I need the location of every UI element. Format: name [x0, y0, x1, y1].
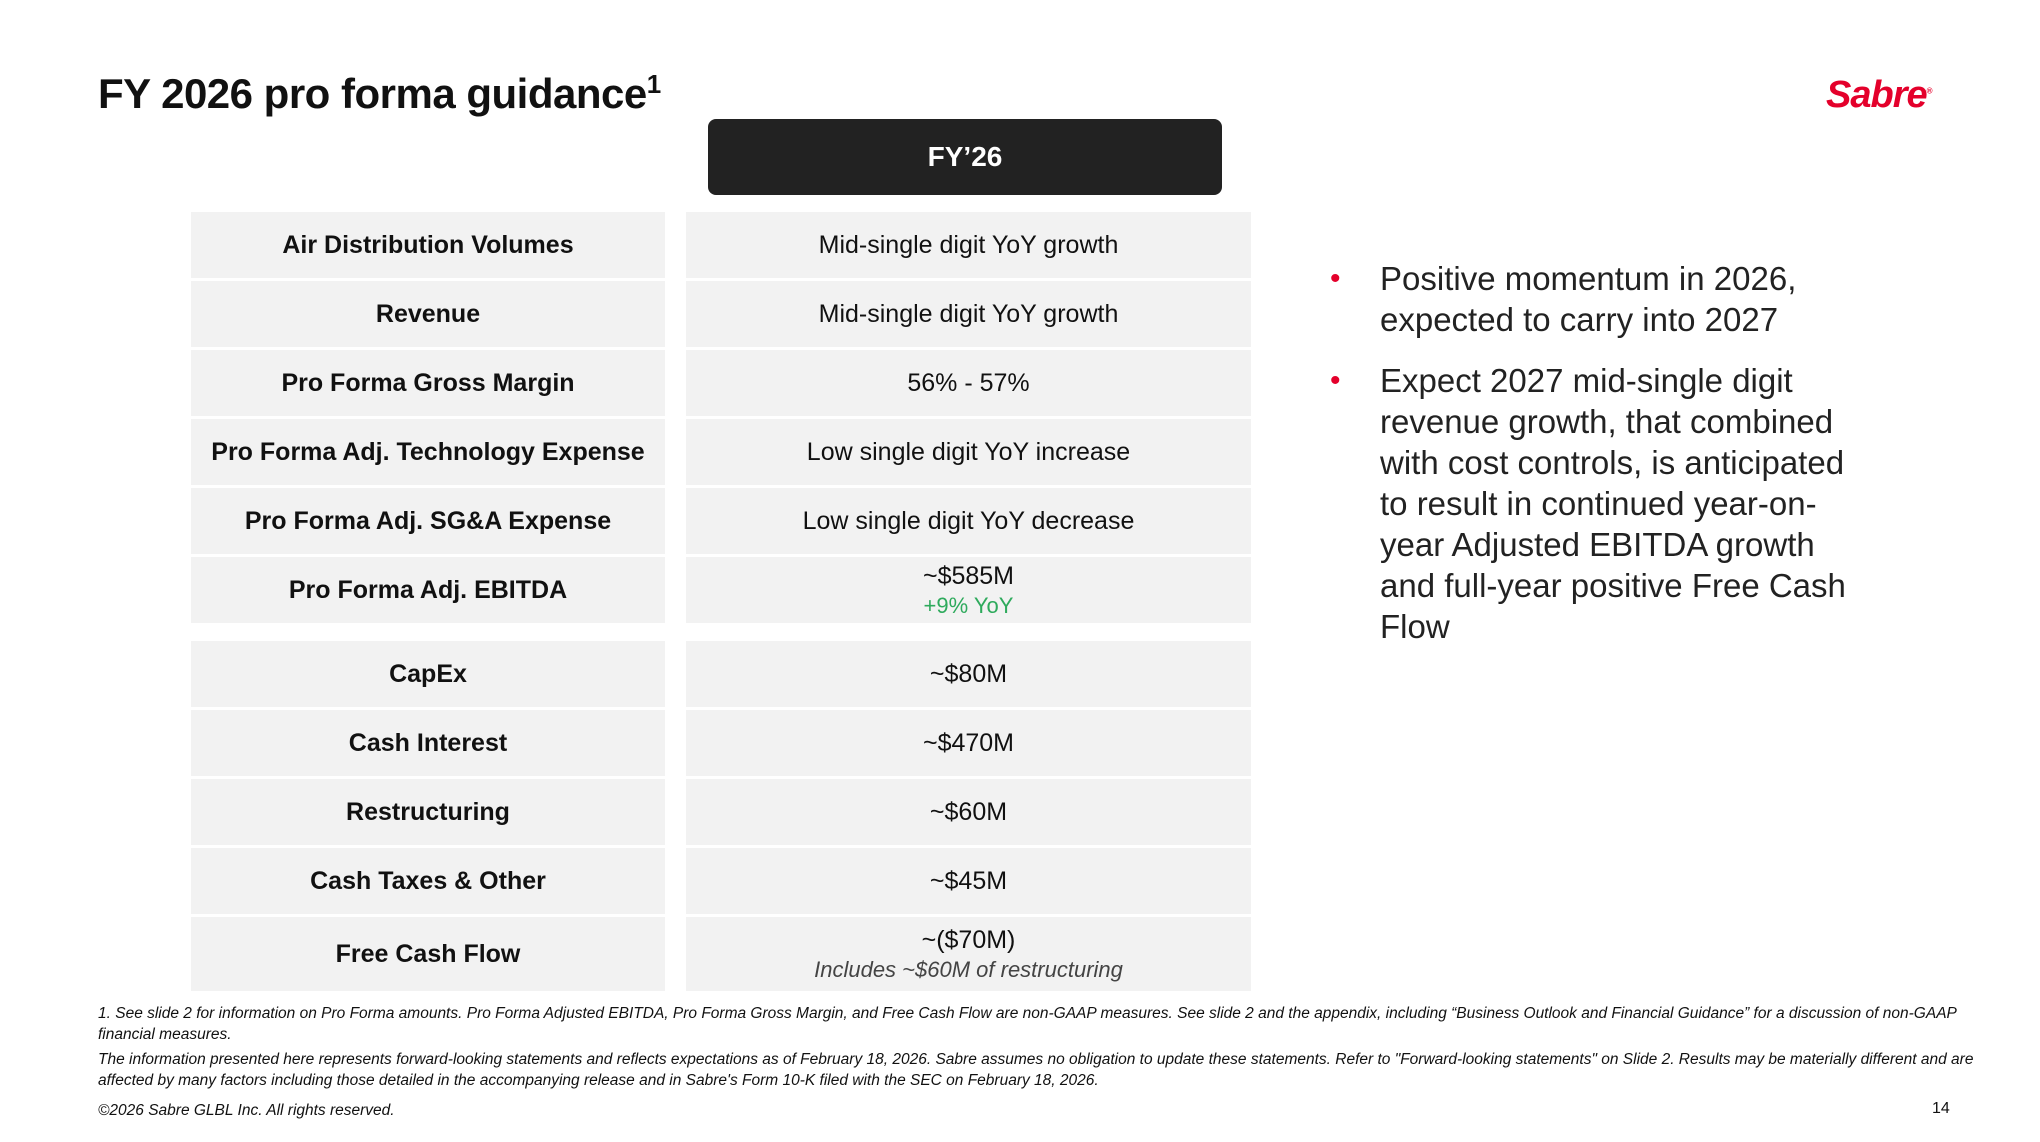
row-value-text: Low single digit YoY decrease	[802, 506, 1135, 535]
fy26-column-header: FY’26	[708, 119, 1222, 195]
commentary-bullets	[1330, 258, 1850, 667]
row-label: Air Distribution Volumes	[191, 212, 665, 278]
bullet-dot-icon: •	[1330, 364, 1341, 397]
row-value-text: Low single digit YoY increase	[806, 437, 1131, 466]
row-label: Cash Taxes & Other	[191, 848, 665, 914]
row-label: Pro Forma Adj. EBITDA	[191, 557, 665, 623]
row-value-text: ~$470M	[922, 728, 1015, 757]
row-value-text: Mid-single digit YoY growth	[818, 230, 1119, 259]
logo-text: Sabre	[1826, 74, 1927, 116]
restructuring-note: Includes ~$60M of restructuring	[814, 956, 1123, 982]
guidance-row-cash-taxes	[191, 848, 1251, 914]
bullet-item	[1330, 360, 1850, 647]
row-value	[686, 641, 1251, 707]
row-value	[686, 848, 1251, 914]
bullet-item	[1330, 258, 1850, 340]
title-footnote-marker: 1	[646, 69, 661, 99]
row-label: Pro Forma Adj. SG&A Expense	[191, 488, 665, 554]
row-value-text: ~$45M	[929, 866, 1008, 895]
row-value	[686, 557, 1251, 623]
row-label: Pro Forma Gross Margin	[191, 350, 665, 416]
guidance-row-free-cash-flow	[191, 917, 1251, 991]
row-value-text: ~$60M	[929, 797, 1008, 826]
sabre-logo	[1826, 74, 1932, 117]
guidance-row-technology-expense	[191, 419, 1251, 485]
yoy-growth-note: +9% YoY	[923, 592, 1014, 618]
guidance-row-revenue	[191, 281, 1251, 347]
guidance-row-sga-expense	[191, 488, 1251, 554]
row-label: Revenue	[191, 281, 665, 347]
row-value	[686, 917, 1251, 991]
row-value	[686, 350, 1251, 416]
row-value	[686, 281, 1251, 347]
guidance-row-restructuring	[191, 779, 1251, 845]
guidance-row-adj-ebitda	[191, 557, 1251, 623]
row-label: CapEx	[191, 641, 665, 707]
page-number: 14	[1932, 1100, 1950, 1117]
row-value-text: 56% - 57%	[907, 368, 1030, 397]
guidance-row-gross-margin	[191, 350, 1251, 416]
guidance-row-cash-interest	[191, 710, 1251, 776]
row-value	[686, 710, 1251, 776]
row-value-text: ~$585M	[922, 561, 1015, 590]
row-value-text: ~($70M)	[921, 925, 1016, 954]
copyright: ©2026 Sabre GLBL Inc. All rights reserved.	[98, 1102, 395, 1119]
footnote-forward-looking: The information presented here represents forward-looking statements and reflects expectations as of February 18, 2026. Sabre assumes no obligation to update these statements. Refer to "Forward-looking statements" on Slide 2. Results may be materially different and are affected by many factors including those detailed in the accompanying release and in Sabre's Form 10-K filed with the SEC on February 18, 2026.	[98, 1051, 1974, 1089]
row-value	[686, 779, 1251, 845]
row-value	[686, 488, 1251, 554]
page-title	[98, 70, 661, 118]
row-value	[686, 212, 1251, 278]
logo-registered-mark: ®	[1926, 86, 1932, 96]
bullet-dot-icon: •	[1330, 262, 1341, 295]
row-label: Free Cash Flow	[191, 917, 665, 991]
guidance-row-capex	[191, 641, 1251, 707]
row-value-text: Mid-single digit YoY growth	[818, 299, 1119, 328]
guidance-row-air-distribution	[191, 212, 1251, 278]
bullet-text: Positive momentum in 2026, expected to carry into 2027	[1380, 260, 1797, 338]
row-value	[686, 419, 1251, 485]
row-label: Pro Forma Adj. Technology Expense	[191, 419, 665, 485]
footnote-non-gaap: 1. See slide 2 for information on Pro Forma amounts. Pro Forma Adjusted EBITDA, Pro Forma Gross Margin, and Free Cash Flow are non-GAAP measures. See slide 2 and the appendix, including “Business Outlook and Financial Guidance” for a discussion of non-GAAP financial measures.	[98, 1005, 1957, 1043]
row-label: Cash Interest	[191, 710, 665, 776]
bullet-text: Expect 2027 mid-single digit revenue growth, that combined with cost controls, is anticipated to result in continued year-on-year Adjusted EBITDA growth and full-year positive Free Cash Flow	[1380, 362, 1846, 645]
row-label: Restructuring	[191, 779, 665, 845]
page-title-text: FY 2026 pro forma guidance	[98, 70, 647, 117]
row-value-text: ~$80M	[929, 659, 1008, 688]
